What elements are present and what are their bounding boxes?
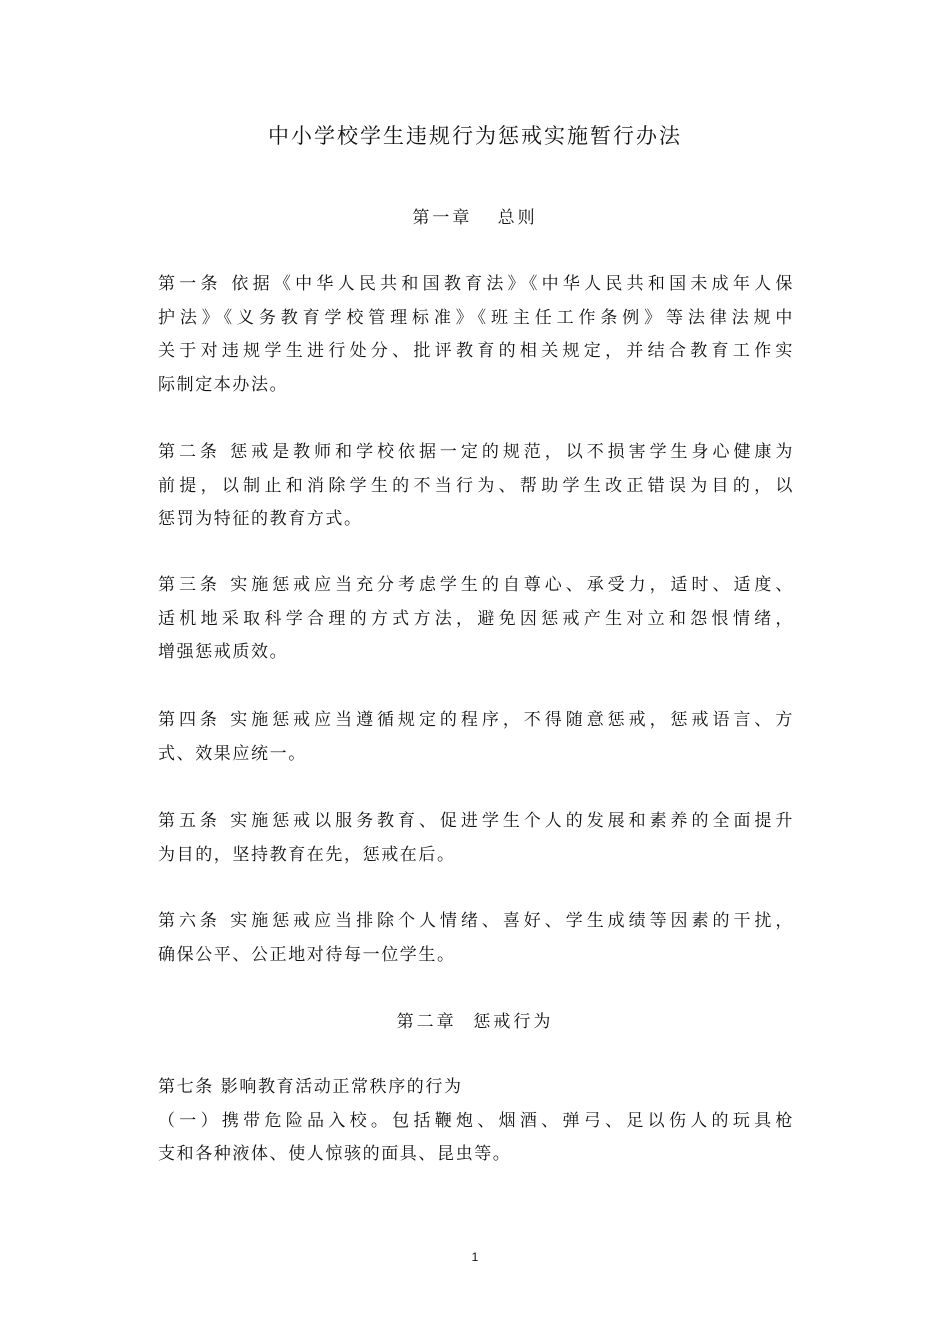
- article-1: [158, 268, 794, 402]
- article-7-line: （一）携带危险品入校。包括鞭炮、烟酒、弹弓、足以伤人的玩具枪: [158, 1110, 794, 1131]
- article-6-line: 第六条 实施惩戒应当排除个人情绪、喜好、学生成绩等因素的干扰，: [158, 911, 794, 931]
- article-3: [158, 569, 794, 670]
- article-3-line: 适机地采取科学合理的方式方法，避免因惩戒产生对立和怨恨情绪，: [158, 608, 794, 629]
- article-7-line: 第七条 影响教育活动正常秩序的行为: [158, 1077, 463, 1097]
- document-title: 中小学校学生违规行为惩戒实施暂行办法: [268, 124, 682, 148]
- article-5: [158, 805, 794, 872]
- article-4: [158, 704, 794, 771]
- article-2-line: 前提，以制止和消除学生的不当行为、帮助学生改正错误为目的，以: [158, 475, 794, 496]
- chapter-heading-2: 第二章 惩戒行为: [396, 1012, 554, 1032]
- article-7: [158, 1071, 794, 1172]
- article-1-line: 护法》《义务教育学校管理标准》《班主任工作条例》等法律法规中: [158, 307, 794, 328]
- page-number: 1: [471, 1250, 479, 1264]
- article-3-line: 增强惩戒质效。: [158, 642, 289, 662]
- article-5-line: 第五条 实施惩戒以服务教育、促进学生个人的发展和素养的全面提升: [158, 811, 794, 831]
- article-2-line: 惩罚为特征的教育方式。: [158, 509, 363, 529]
- article-6: [158, 905, 794, 972]
- article-2-line: 第二条 惩戒是教师和学校依据一定的规范，以不损害学生身心健康为: [158, 442, 794, 462]
- article-5-line: 为目的，坚持教育在先，惩戒在后。: [158, 844, 456, 865]
- article-4-line: 第四条 实施惩戒应当遵循规定的程序，不得随意惩戒，惩戒语言、方: [158, 710, 794, 730]
- article-1-line: 际制定本办法。: [158, 374, 289, 395]
- article-4-line: 式、效果应统一。: [158, 743, 307, 764]
- article-7-line: 支和各种液体、使人惊骇的面具、昆虫等。: [158, 1144, 512, 1164]
- article-2: [158, 436, 794, 537]
- article-1-line: 关于对违规学生进行处分、批评教育的相关规定，并结合教育工作实: [158, 341, 794, 361]
- article-1-line: 第一条 依据《中华人民共和国教育法》《中华人民共和国未成年人保: [158, 274, 794, 294]
- article-3-line: 第三条 实施惩戒应当充分考虑学生的自尊心、承受力，适时、适度、: [158, 575, 794, 595]
- chapter-heading-1: 第一章 总则: [412, 208, 538, 228]
- article-6-line: 确保公平、公正地对待每一位学生。: [158, 944, 456, 965]
